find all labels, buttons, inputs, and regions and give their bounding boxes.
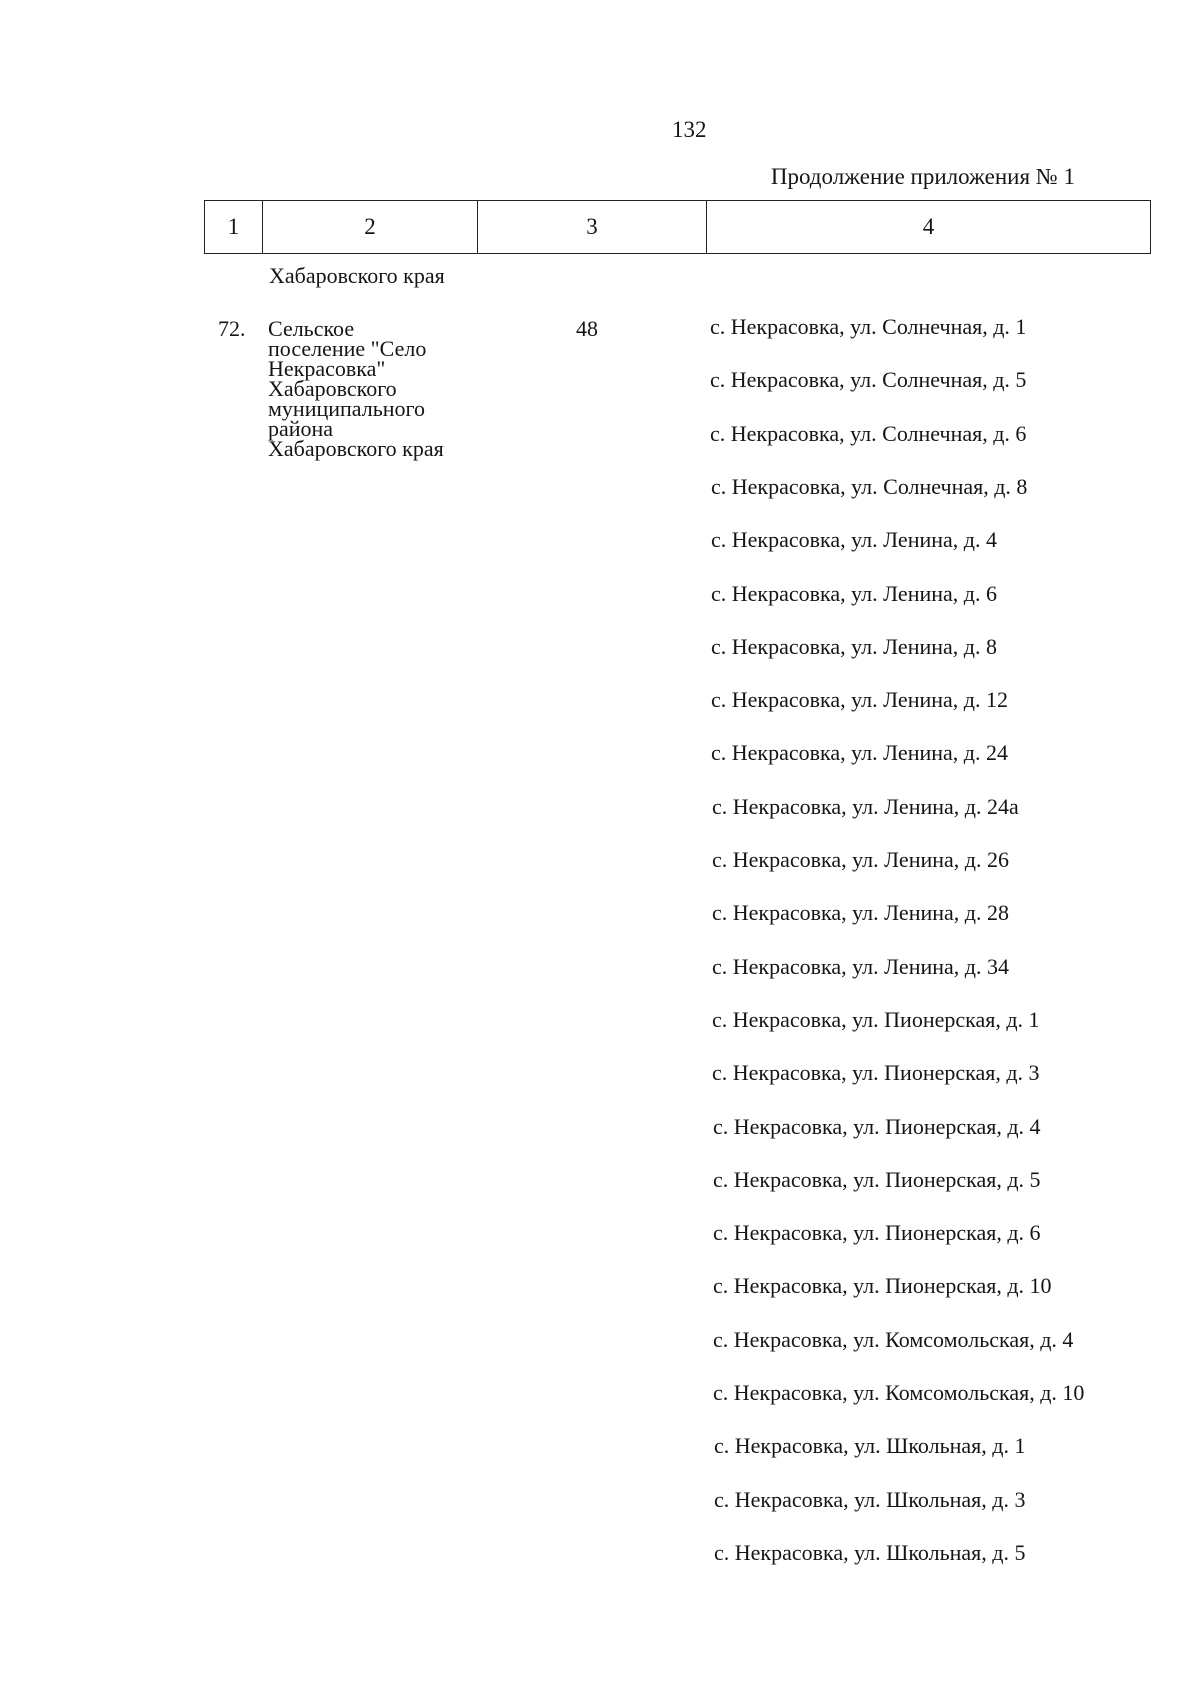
address-item: с. Некрасовка, ул. Пионерская, д. 10 [713,1273,1052,1298]
region-name [268,316,478,461]
address-item: с. Некрасовка, ул. Ленина, д. 34 [712,954,1009,979]
address-item: с. Некрасовка, ул. Ленина, д. 24а [712,794,1019,819]
address-item: с. Некрасовка, ул. Пионерская, д. 5 [713,1167,1041,1192]
address-item: с. Некрасовка, ул. Ленина, д. 6 [711,581,997,606]
address-item: с. Некрасовка, ул. Ленина, д. 8 [711,634,997,659]
header-cell-1: 1 [205,201,263,253]
header-cell-2: 2 [263,201,478,253]
row-number: 72. [218,316,246,341]
address-item: с. Некрасовка, ул. Пионерская, д. 6 [713,1220,1041,1245]
region-line: поселение "Село [268,336,427,361]
region-line: Некрасовка" [268,356,386,381]
address-item: с. Некрасовка, ул. Школьная, д. 1 [714,1433,1026,1458]
table-header [204,200,1151,254]
header-cell-3: 3 [478,201,707,253]
previous-row-region-tail: Хабаровского края [269,263,445,288]
header-cell-4: 4 [922,214,935,239]
address-item: с. Некрасовка, ул. Комсомольская, д. 4 [713,1327,1074,1352]
address-item: с. Некрасовка, ул. Пионерская, д. 1 [712,1007,1040,1032]
region-line: Хабаровского [268,376,397,401]
address-item: с. Некрасовка, ул. Школьная, д. 5 [714,1540,1026,1565]
address-item: с. Некрасовка, ул. Школьная, д. 3 [714,1487,1026,1512]
address-item: с. Некрасовка, ул. Ленина, д. 26 [712,847,1009,872]
region-line: Хабаровского края [268,436,444,461]
region-line: района [268,416,334,441]
address-item: с. Некрасовка, ул. Солнечная, д. 6 [710,421,1027,446]
address-item: с. Некрасовка, ул. Пионерская, д. 3 [712,1060,1040,1085]
address-item: с. Некрасовка, ул. Пионерская, д. 4 [713,1114,1041,1139]
address-item: с. Некрасовка, ул. Комсомольская, д. 10 [713,1380,1085,1405]
building-count: 48 [576,316,598,341]
region-line: муниципального [268,396,426,421]
region-line: Сельское [268,316,355,341]
page-number: 132 [672,117,707,142]
address-item: с. Некрасовка, ул. Ленина, д. 28 [712,900,1009,925]
address-item: с. Некрасовка, ул. Ленина, д. 24 [711,740,1008,765]
address-item: с. Некрасовка, ул. Солнечная, д. 5 [710,367,1027,392]
address-item: с. Некрасовка, ул. Солнечная, д. 1 [710,314,1027,339]
continuation-label: Продолжение приложения № 1 [770,164,1075,189]
address-item: с. Некрасовка, ул. Солнечная, д. 8 [711,474,1028,499]
address-item: с. Некрасовка, ул. Ленина, д. 4 [711,527,997,552]
address-item: с. Некрасовка, ул. Ленина, д. 12 [711,687,1008,712]
